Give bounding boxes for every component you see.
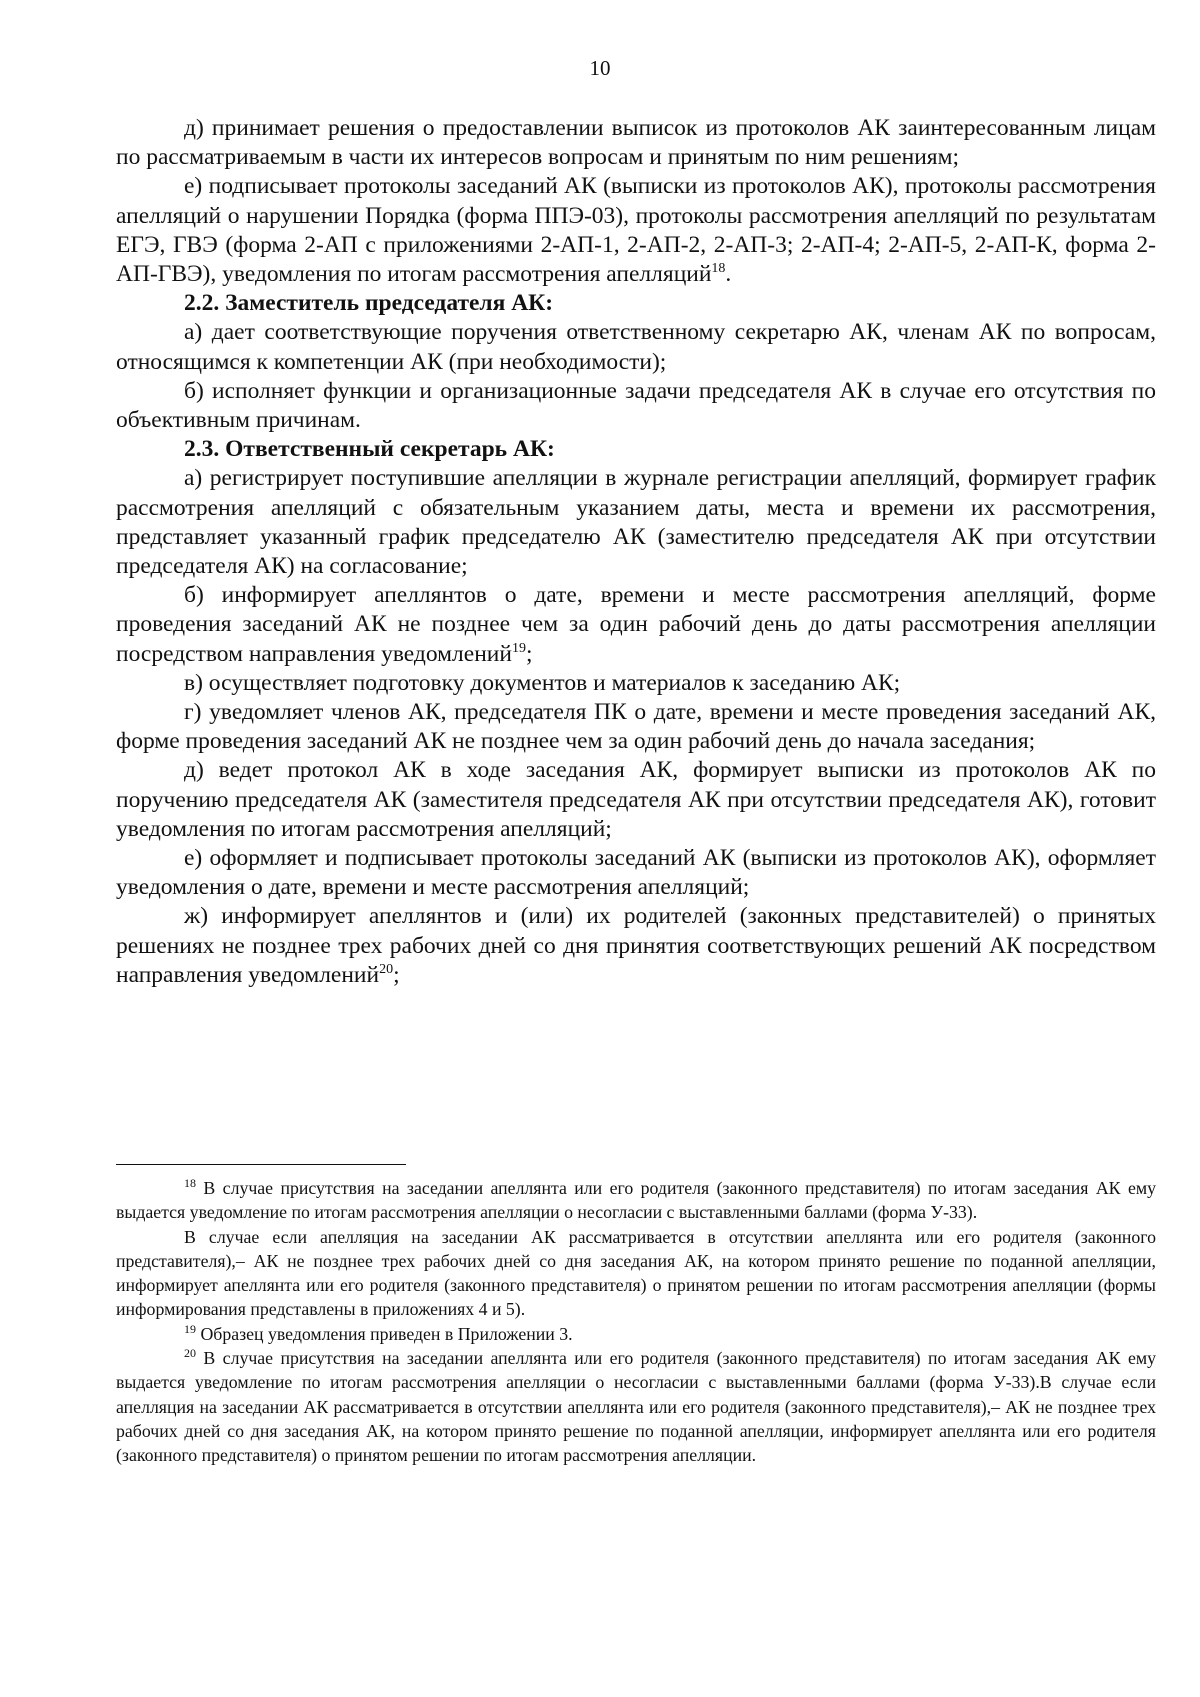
paragraph-g-notifies: г) уведомляет членов АК, председателя ПК о дате, времени и месте проведения заседаний АК, форме проведения заседаний АК не позднее чем за один рабочий день до начала заседания;	[116, 699, 1156, 755]
paragraph-a-registers: а) регистрирует поступившие апелляции в журнале регистрации апелляций, формирует график рассмотрения апелляций с обязательным указанием даты, места и времени их рассмотрения, представляет указанный график председателю АК (заместителю председателя АК при отсутствии председателя АК) на согласование;	[116, 465, 1156, 580]
paragraph-d-keeps-protocol: д) ведет протокол АК в ходе заседания АК, формирует выписки из протоколов АК по поручению председателя АК (заместителя председателя АК при отсутствии председателя АК), готовит уведомления по итогам рассмотрения апелляций;	[116, 757, 1156, 842]
main-text	[116, 114, 1156, 990]
footnote-20: $^{20}$ В случае присутствия на заседании апеллянта или его родителя (законного представителя) по итогам заседания АК ему выдается уведомление по итогам рассмотрения апелляции о несогласии с выставленными баллами (форма У-33).В случае если апелляция на заседании АК рассматривается в отсутствии апеллянта или его родителя (законного представителя),– АК не позднее трех рабочих дней со дня заседания АК, на котором принято решение по поданной апелляции, информирует апеллянта или его родителя (законного представителя) о принятом решении по итогам рассмотрения апелляции.	[116, 1346, 1156, 1466]
footnote-18-continued: В случае если апелляция на заседании АК рассматривается в отсутствии апеллянта или его родителя (законного представителя),– АК не позднее трех рабочих дней со дня заседания АК, на котором принято решение по поданной апелляции, информирует апеллянта или его родителя (законного представителя) о принятом решении по итогам рассмотрения апелляции (формы информирования представлены в приложениях 4 и 5).	[116, 1226, 1156, 1320]
footnote-ref-20: 20	[379, 962, 394, 978]
footnote-ref-18: 18	[711, 261, 726, 277]
paragraph-b-informs: б) информирует апеллянтов о дате, времени и месте рассмотрения апелляций, форме проведения заседаний АК не позднее чем за один рабочий день до даты рассмотрения апелляции посредством направления уведомлений$^{19}$;	[116, 582, 1156, 667]
paragraph-zh-informs: ж) информирует апеллянтов и (или) их родителей (законных представителей) о принятых решениях не позднее трех рабочих дней со дня принятия соответствующих решений АК посредством направления уведомлений$^{20}$;	[116, 903, 1156, 988]
section-heading-2-2: 2.2. Заместитель председателя АК:	[184, 290, 554, 317]
paragraph-v-prepares: в) осуществляет подготовку документов и материалов к заседанию АК;	[184, 669, 901, 696]
page-number: 10	[589, 56, 611, 80]
footnote-separator	[116, 1164, 406, 1165]
footnote-19: $^{19}$ Образец уведомления приведен в Приложении 3.	[184, 1321, 573, 1344]
paragraph-e-signs-protocols: е) подписывает протоколы заседаний АК (выписки из протоколов АК), протоколы рассмотрения апелляций о нарушении Порядка (форма ППЭ-03), протоколы рассмотрения апелляций по результатам ЕГЭ, ГВЭ (форма 2-АП с приложениями 2-АП-1, 2-АП-2, 2-АП-3; 2-АП-4; 2-АП-5, 2-АП-К, форма 2-АП-ГВЭ), уведомления по итогам рассмотрения апелляций$^{18}$.	[116, 173, 1156, 288]
paragraph-b-functions: б) исполняет функции и организационные задачи председателя АК в случае его отсутствия по объективным причинам.	[116, 377, 1156, 434]
section-heading-2-3: 2.3. Ответственный секретарь АК:	[184, 436, 555, 463]
footnote-18: $^{18}$ В случае присутствия на заседании апеллянта или его родителя (законного представителя) по итогам заседания АК ему выдается уведомление по итогам рассмотрения апелляции о несогласии с выставленными баллами (форма У-33).	[116, 1176, 1156, 1223]
footnote-ref-19: 19	[511, 640, 526, 656]
footnotes	[116, 1176, 1156, 1468]
paragraph-a-instructions: а) дает соответствующие поручения ответственному секретарю АК, членам АК по вопросам, относящимся к компетенции АК (при необходимости);	[116, 319, 1156, 375]
paragraph-d-decisions: д) принимает решения о предоставлении выписок из протоколов АК заинтересованным лицам по рассматриваемым в части их интересов вопросам и принятым по ним решениям;	[116, 115, 1156, 171]
paragraph-e-formalizes: е) оформляет и подписывает протоколы заседаний АК (выписки из протоколов АК), оформляет уведомления о дате, времени и месте рассмотрения апелляций;	[116, 845, 1156, 901]
